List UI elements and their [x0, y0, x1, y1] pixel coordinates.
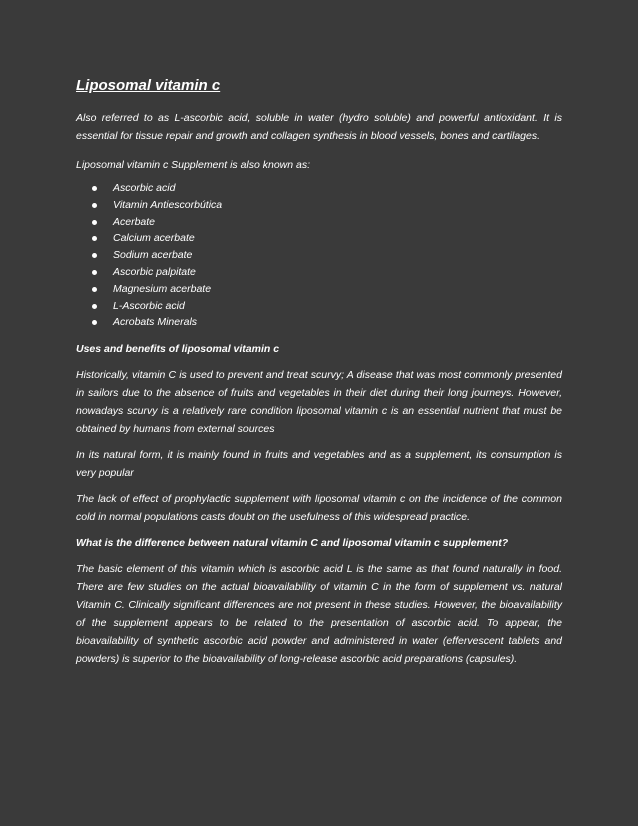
list-item	[76, 264, 562, 281]
difference-heading: What is the difference between natural vitamin C and liposomal vitamin c supplement?	[76, 537, 509, 550]
list-item	[76, 298, 562, 315]
bullet-icon	[92, 270, 97, 275]
uses-paragraph-natural-form: In its natural form, it is mainly found in fruits and vegetables and as a supplement, its consumption is very popular	[76, 449, 562, 480]
bullet-icon	[92, 304, 97, 309]
uses-paragraph-history: Historically, vitamin C is used to prevent and treat scurvy; A disease that was most commonly presented in sailors due to the absence of fruits and vegetables in their diet during their long journeys. However, nowadays scurvy is a relatively rare condition liposomal vitamin c is an essential nutrient that must be obtained by humans from external sources	[76, 369, 562, 436]
list-item-label: L-Ascorbic acid	[113, 299, 185, 312]
list-item	[76, 247, 562, 264]
bullet-icon	[92, 287, 97, 292]
list-item	[76, 180, 562, 197]
difference-paragraph: The basic element of this vitamin which is ascorbic acid L is the same as that found naturally in food. There are few studies on the actual bioavailability of vitamin C in the form of supplement vs. natural Vitamin C. Clinically significant differences are not present in these studies. However, the bioavailability of the supplement appears to be related to the presentation of ascorbic acid. To appear, the bioavailability of synthetic ascorbic acid powder and administered in water (effervescent tablets and powders) is superior to the bioavailability of long-release ascorbic acid preparations (capsules).	[76, 563, 562, 666]
bullet-icon	[92, 320, 97, 325]
bullet-icon	[92, 220, 97, 225]
list-item-label: Ascorbic acid	[113, 182, 176, 194]
uses-heading: Uses and benefits of liposomal vitamin c	[76, 343, 280, 356]
list-item-label: Magnesium acerbate	[113, 282, 212, 295]
list-item-label: Calcium acerbate	[113, 232, 195, 245]
list-item	[76, 314, 562, 331]
list-item	[76, 197, 562, 214]
list-item-label: Vitamin Antiescorbútica	[113, 198, 223, 211]
bullet-icon	[92, 236, 97, 241]
bullet-icon	[92, 253, 97, 258]
list-item-label: Acrobats Minerals	[113, 316, 198, 329]
list-item-label: Sodium acerbate	[113, 249, 193, 262]
bullet-icon	[92, 186, 97, 191]
list-item	[76, 214, 562, 231]
intro-paragraph: Also referred to as L-ascorbic acid, soluble in water (hydro soluble) and powerful antioxidant. It is essential for tissue repair and growth and collagen synthesis in blood vessels, bones and cartilages.	[76, 112, 562, 142]
alias-lead-paragraph: Liposomal vitamin c Supplement is also known as:	[76, 159, 311, 171]
list-item	[76, 230, 562, 247]
list-item	[76, 281, 562, 298]
bullet-icon	[92, 203, 97, 208]
document-title: Liposomal vitamin c	[76, 77, 221, 94]
list-item-label: Acerbate	[113, 215, 156, 228]
alias-list	[76, 180, 562, 331]
list-item-label: Ascorbic palpitate	[113, 265, 196, 278]
uses-paragraph-prophylactic: The lack of effect of prophylactic supplement with liposomal vitamin c on the incidence of the common cold in normal populations casts doubt on the usefulness of this widespread practice.	[76, 493, 562, 524]
